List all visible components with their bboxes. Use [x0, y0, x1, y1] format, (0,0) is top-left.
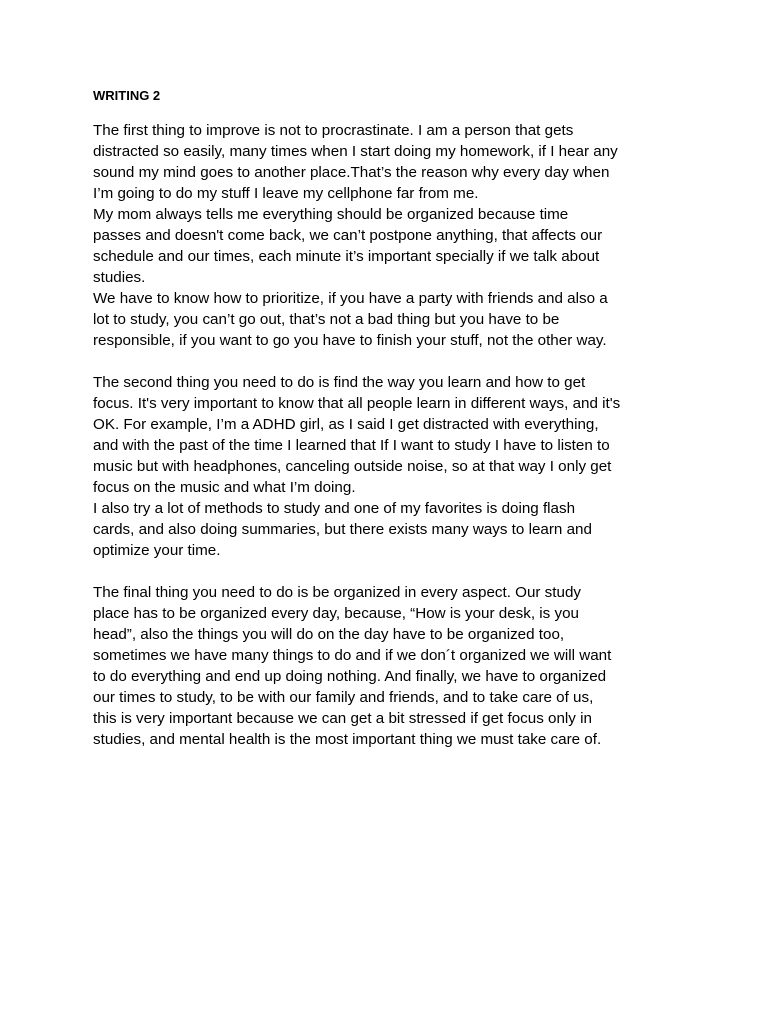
- text-line: I’m going to do my stuff I leave my cellphone far from me.: [93, 185, 479, 202]
- paragraph-spacer: [93, 561, 733, 582]
- text-line: studies, and mental health is the most important thing we must take care of.: [93, 731, 602, 748]
- text-line: OK. For example, I’m a ADHD girl, as I said I get distracted with everything,: [93, 416, 599, 433]
- text-line: lot to study, you can’t go out, that’s not a bad thing but you have to be: [93, 311, 560, 328]
- text-line: place has to be organized every day, because, “How is your desk, is you: [93, 605, 579, 622]
- document-title: WRITING 2: [93, 88, 161, 103]
- text-line: distracted so easily, many times when I start doing my homework, if I hear any: [93, 143, 618, 160]
- text-line: The first thing to improve is not to procrastinate. I am a person that gets: [93, 122, 574, 139]
- text-line: head”, also the things you will do on the day have to be organized too,: [93, 626, 565, 643]
- text-line: sound my mind goes to another place.That’s the reason why every day when: [93, 164, 610, 181]
- text-line: this is very important because we can get a bit stressed if get focus only in: [93, 710, 592, 727]
- text-line: optimize your time.: [93, 542, 221, 559]
- document-body: [93, 120, 733, 750]
- text-line: schedule and our times, each minute it’s important specially if we talk about: [93, 248, 600, 265]
- text-line: I also try a lot of methods to study and one of my favorites is doing flash: [93, 500, 576, 517]
- text-line: The second thing you need to do is find the way you learn and how to get: [93, 374, 586, 391]
- text-line: our times to study, to be with our family and friends, and to take care of us,: [93, 689, 594, 706]
- text-line: music but with headphones, canceling outside noise, so at that way I only get: [93, 458, 612, 475]
- paragraph-spacer: [93, 351, 733, 372]
- text-line: passes and doesn't come back, we can’t postpone anything, that affects our: [93, 227, 603, 244]
- text-line: cards, and also doing summaries, but there exists many ways to learn and: [93, 521, 592, 538]
- text-line: responsible, if you want to go you have to finish your stuff, not the other way.: [93, 332, 607, 349]
- text-line: focus on the music and what I’m doing.: [93, 479, 356, 496]
- text-line: studies.: [93, 269, 146, 286]
- text-line: We have to know how to prioritize, if you have a party with friends and also a: [93, 290, 608, 307]
- text-line: and with the past of the time I learned that If I want to study I have to listen to: [93, 437, 610, 454]
- text-line: The final thing you need to do is be organized in every aspect. Our study: [93, 584, 581, 601]
- text-line: to do everything and end up doing nothing. And finally, we have to organized: [93, 668, 607, 685]
- text-line: sometimes we have many things to do and if we don´t organized we will want: [93, 647, 612, 664]
- text-line: My mom always tells me everything should be organized because time: [93, 206, 569, 223]
- text-line: focus. It's very important to know that all people learn in different ways, and it's: [93, 395, 621, 412]
